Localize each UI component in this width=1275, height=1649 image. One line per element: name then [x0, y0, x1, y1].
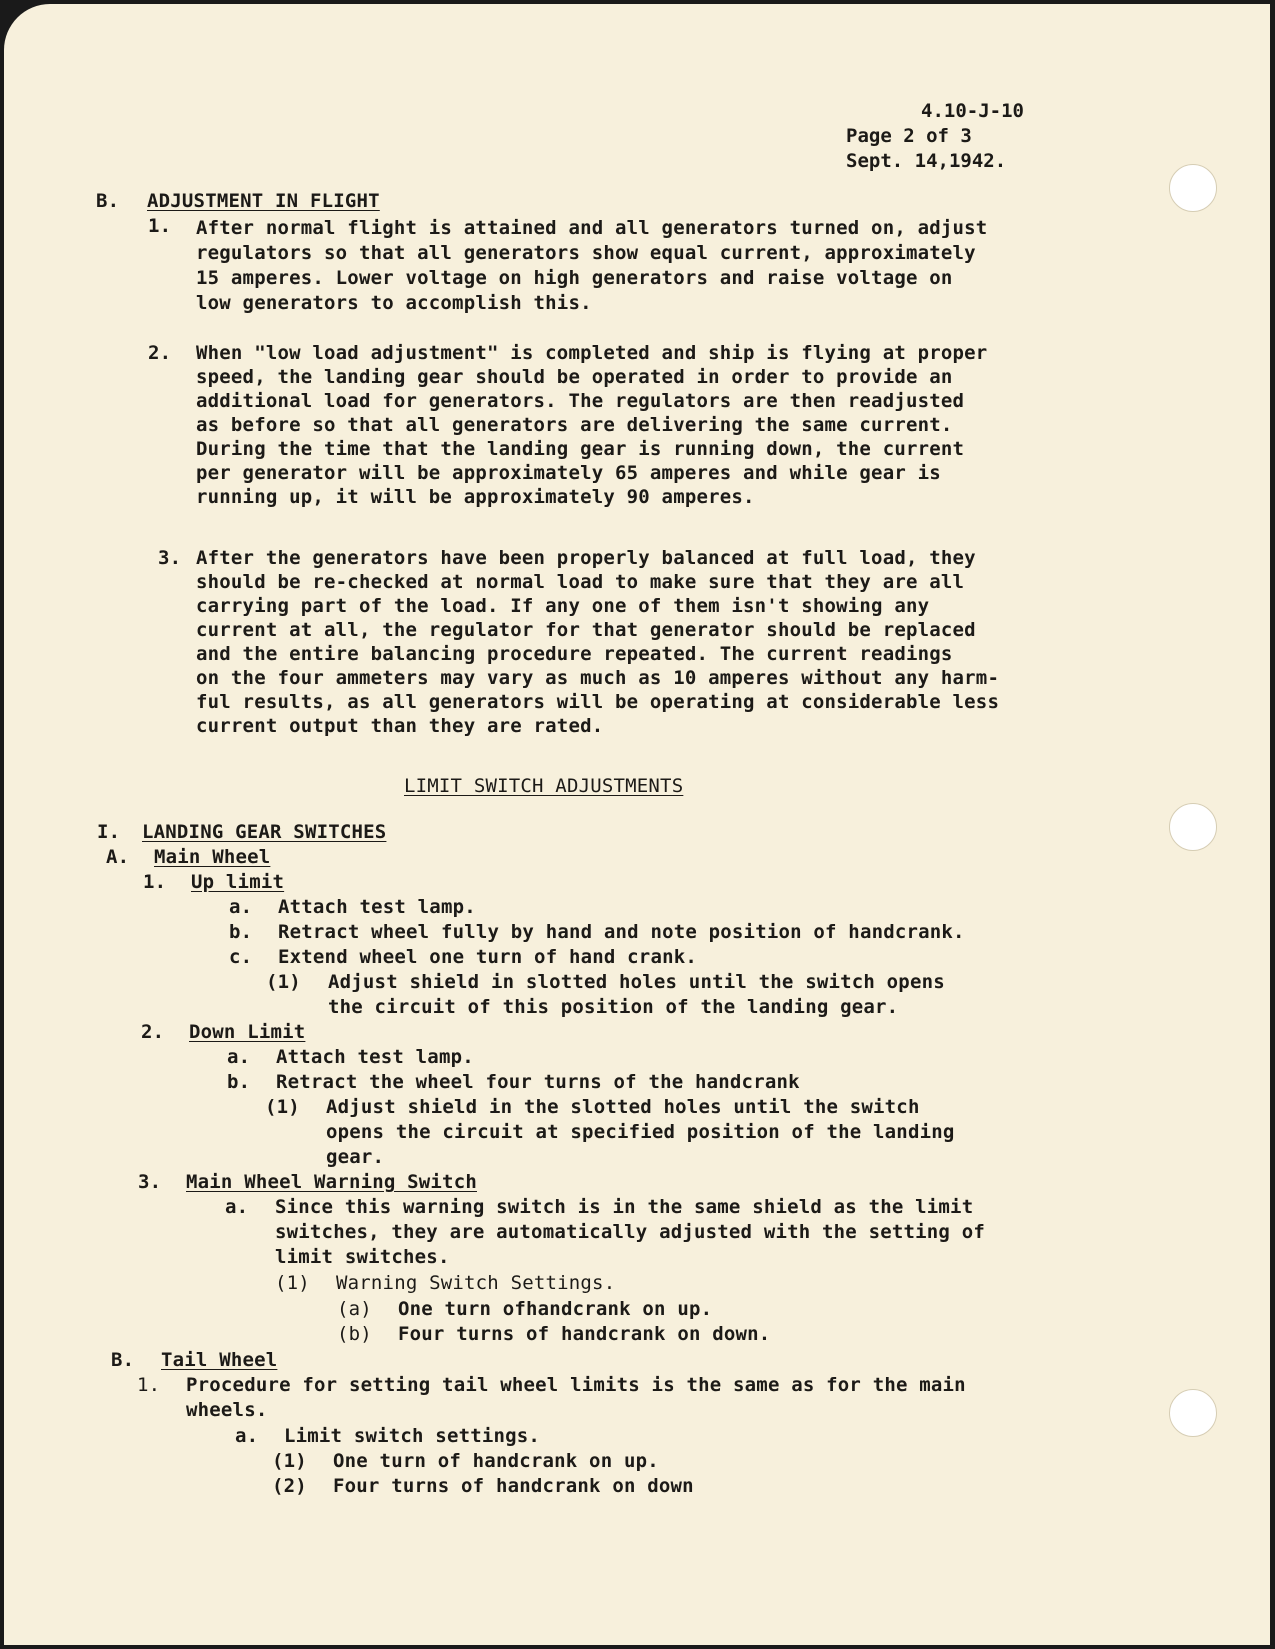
step-text: Retract wheel fully by hand and note position of handcrank.: [278, 921, 965, 943]
subsection-label: A.: [106, 846, 130, 868]
item-title: Down Limit: [189, 1021, 306, 1043]
paragraph-line: After normal flight is attained and all generators turned on, adjust: [196, 217, 988, 239]
item-number: 3.: [138, 1171, 162, 1193]
step-label: a.: [229, 896, 253, 918]
section-title: ADJUSTMENT IN FLIGHT: [147, 190, 380, 212]
item-number: 1.: [137, 1374, 161, 1396]
paragraph-line: on the four ammeters may vary as much as 10 amperes without any harm-: [196, 667, 1000, 689]
paragraph-line: should be re-checked at normal load to make sure that they are all: [196, 571, 965, 593]
sub-text: opens the circuit at specified position of the landing: [326, 1121, 955, 1143]
sub-label: (1): [265, 1096, 300, 1118]
paragraph-line: After the generators have been properly balanced at full load, they: [196, 547, 976, 569]
page-number: Page 2 of 3: [846, 125, 972, 147]
setting-text: Four turns of handcrank on down: [333, 1475, 694, 1497]
sub-text: gear.: [326, 1146, 385, 1168]
setting-text: One turn ofhandcrank on up.: [398, 1298, 713, 1320]
paragraph-line: speed, the landing gear should be operated in order to provide an: [196, 366, 953, 388]
paragraph-line: low generators to accomplish this.: [196, 292, 592, 314]
sub-text: Adjust shield in the slotted holes until the switch: [326, 1096, 920, 1118]
paragraph-line: ful results, as all generators will be operating at considerable less: [196, 691, 1000, 713]
punch-hole: [1169, 1389, 1217, 1437]
paragraph-line: current at all, the regulator for that generator should be replaced: [196, 619, 976, 641]
paragraph-line: When "low load adjustment" is completed and ship is flying at proper: [196, 342, 988, 364]
paragraph-line: Procedure for setting tail wheel limits is the same as for the main: [186, 1374, 966, 1396]
paragraph-line: During the time that the landing gear is running down, the current: [196, 438, 965, 460]
subsection-label: B.: [111, 1349, 135, 1371]
doc-date: Sept. 14,1942.: [846, 150, 1007, 172]
step-text: Limit switch settings.: [284, 1425, 541, 1447]
setting-label: (a): [337, 1298, 372, 1320]
step-text: Extend wheel one turn of hand crank.: [278, 946, 698, 968]
sub-text: Warning Switch Settings.: [336, 1272, 616, 1294]
sub-text: the circuit of this position of the landing gear.: [328, 996, 899, 1018]
paragraph-line: additional load for generators. The regulators are then readjusted: [196, 390, 965, 412]
paragraph-line: wheels.: [186, 1399, 268, 1421]
item-title: Up limit: [191, 871, 285, 893]
subsection-title: Main Wheel: [154, 846, 271, 868]
item-number: 3.: [158, 547, 182, 569]
section-label: I.: [97, 821, 121, 843]
step-text: Retract the wheel four turns of the handcrank: [276, 1071, 800, 1093]
item-number: 2.: [148, 342, 172, 364]
paragraph-line: running up, it will be approximately 90 amperes.: [196, 486, 755, 508]
item-number: 1.: [148, 215, 172, 237]
section-heading: LIMIT SWITCH ADJUSTMENTS: [404, 775, 684, 797]
sub-label: (1): [275, 1272, 310, 1294]
step-text: Attach test lamp.: [278, 896, 476, 918]
item-title: Main Wheel Warning Switch: [186, 1171, 477, 1193]
step-label: a.: [235, 1425, 259, 1447]
sub-text: Adjust shield in slotted holes until the switch opens: [328, 971, 945, 993]
step-label: b.: [229, 921, 253, 943]
paragraph-line: carrying part of the load. If any one of them isn't showing any: [196, 595, 930, 617]
punch-hole: [1169, 803, 1217, 851]
setting-label: (2): [272, 1475, 307, 1497]
step-text: Attach test lamp.: [276, 1046, 474, 1068]
step-text: Since this warning switch is in the same shield as the limit: [275, 1196, 974, 1218]
step-text: limit switches.: [275, 1246, 450, 1268]
punch-hole: [1169, 164, 1217, 212]
sub-label: (1): [266, 971, 301, 993]
step-label: a.: [225, 1196, 249, 1218]
paragraph-line: per generator will be approximately 65 amperes and while gear is: [196, 462, 941, 484]
subsection-title: Tail Wheel: [161, 1349, 278, 1371]
step-label: c.: [229, 946, 253, 968]
step-label: a.: [227, 1046, 251, 1068]
document-page: [4, 4, 1270, 1645]
paragraph-line: current output than they are rated.: [196, 715, 604, 737]
paragraph-line: as before so that all generators are delivering the same current.: [196, 414, 953, 436]
section-title: LANDING GEAR SWITCHES: [142, 821, 387, 843]
doc-number: 4.10-J-10: [921, 100, 1024, 122]
item-number: 2.: [141, 1021, 165, 1043]
item-number: 1.: [143, 871, 167, 893]
paragraph-line: and the entire balancing procedure repeated. The current readings: [196, 643, 953, 665]
setting-label: (b): [337, 1323, 372, 1345]
setting-text: One turn of handcrank on up.: [333, 1450, 659, 1472]
setting-text: Four turns of handcrank on down.: [398, 1323, 771, 1345]
section-label: B.: [96, 190, 120, 212]
paragraph-line: 15 amperes. Lower voltage on high generators and raise voltage on: [196, 267, 953, 289]
step-text: switches, they are automatically adjusted with the setting of: [275, 1221, 985, 1243]
setting-label: (1): [272, 1450, 307, 1472]
paragraph-line: regulators so that all generators show equal current, approximately: [196, 242, 976, 264]
step-label: b.: [227, 1071, 251, 1093]
